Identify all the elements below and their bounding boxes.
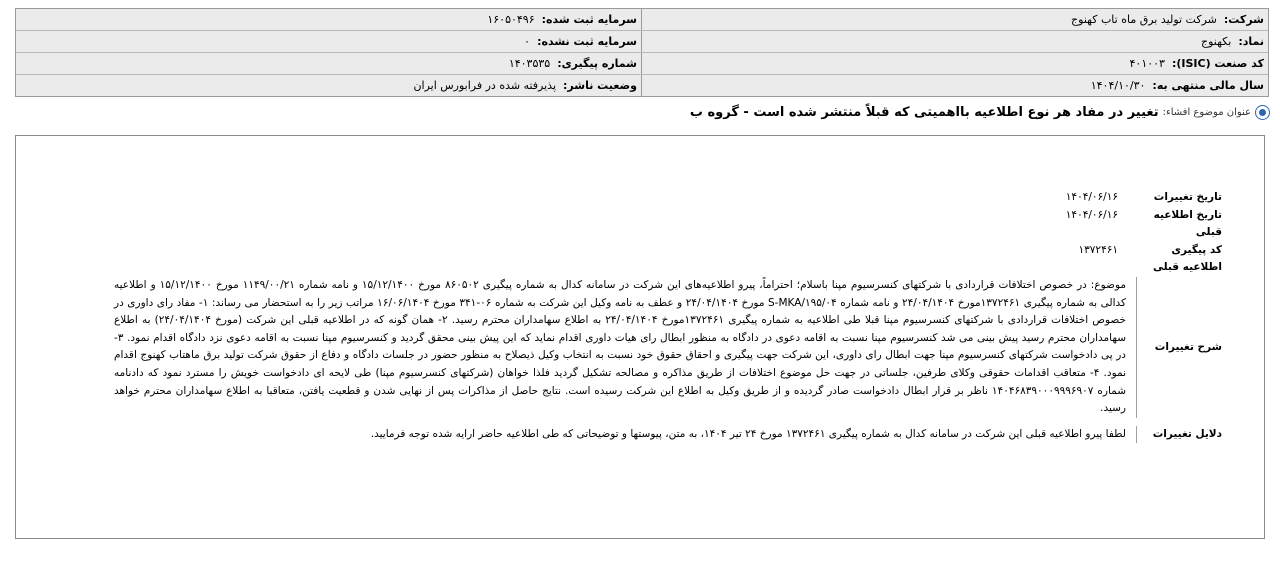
symbol-value: بکهنوج <box>1201 35 1232 48</box>
isic-value: ۴۰۱۰۰۳ <box>1129 57 1165 70</box>
announcement-panel <box>15 135 1265 539</box>
tracking-number-label: شماره پیگیری: <box>557 57 637 70</box>
unregistered-capital-cell <box>16 31 642 52</box>
header-row-3 <box>16 52 1268 74</box>
change-date-value: ۱۴۰۴/۰۶/۱۶ <box>1065 191 1118 203</box>
prev-date-row <box>114 207 1224 242</box>
registered-capital-label: سرمایه ثبت شده: <box>541 13 637 26</box>
description-label: شرح تغییرات <box>1136 277 1224 418</box>
isic-label: کد صنعت (ISIC): <box>1171 57 1264 70</box>
reasons-label: دلایل تغییرات <box>1136 426 1224 444</box>
prev-date-value: ۱۴۰۴/۰۶/۱۶ <box>1065 208 1118 221</box>
tracking-number-value: ۱۴۰۳۵۳۵ <box>508 57 551 70</box>
tracking-number-cell <box>16 53 642 74</box>
registered-capital-cell <box>16 9 642 30</box>
prev-date-label: تاریخ اطلاعیه قبلی <box>1153 208 1222 239</box>
prev-code-label: کد پیگیری اطلاعیه قبلی <box>1152 243 1222 274</box>
company-cell <box>642 9 1268 30</box>
change-date-label: تاریخ تغییرات <box>1153 191 1222 203</box>
announcement-details <box>114 189 1224 443</box>
isic-cell <box>642 53 1268 74</box>
disclosure-subject <box>690 105 1270 120</box>
header-row-1 <box>16 9 1268 30</box>
publisher-status-label: وضعیت ناشر: <box>563 79 637 92</box>
description-row <box>114 277 1224 418</box>
description-text: موضوع: در خصوص اختلافات قراردادی با شرکتهای کنسرسیوم مپنا باسلام؛ احتراماً، پیرو اطلاعیه‌های این شرکت در سامانه کدال به شماره پیگیری ۸۶۰۵۰۲ مورخ ۱۵/۱۲/۱۴۰۰ و نامه شماره ۱۱۴۹/۰۰/۲۱ مورخ ۱۵/۱۲/۱۴۰۰ و اطلاعیه کدالی به شماره پیگیری ۱۳۷۲۴۶۱مورخ ۲۴/۰۴/۱۴۰۴ و نامه شماره S-MKA/۱۹۵/۰۴ مورخ ۲۴/۰۴/۱۴۰۴ و عطف به نامه وکیل این شرکت به شماره ۰۶-۳۴۱ مورخ ۱۶/۰۶/۱۴۰۴ مراتب زیر را به استحضار می رساند: ۱- مفاد رای داوری در خصوص اختلافات قراردادی با شرکتهای کنسرسیوم مپنا قبلا طی اطلاعیه به شماره پیگیری ۱۳۷۲۴۶۱مورخ ۲۴/۰۴/۱۴۰۴ به اطلاع سهامداران محترم رسید. ۲- همان گونه که در اطلاعیه قبلی این شرکت (مورخ ۲۴/۰۴/۱۴۰۴) به اطلاع سهامداران محترم رسید پیش بینی می شد کنسرسیوم مپنا نسبت به اقامه دعوی در دادگاه به منظور ابطال رای هیات داوری اقدام نماید که این پیش بینی محقق گردید و کنسرسیوم مپنا نسبت به اقامه دعوی نزد دادگاه اقدام نمود. ۳- در پی دادخواست شرکتهای کنسرسیوم مپنا جهت ابطال رای داوری، این شرکت جهت پیگیری و احقاق حقوق خود نسبت به انتخاب وکیل ذیصلاح به منظور حضور در جلسات دادگاه و دفاع از حقوق شرکت تولید برق ماهتاب کهنوج اقدام نمود. ۴- متعاقب اقدامات حقوقی وکلای طرفین، جلساتی در جهت حل موضوع اختلافات از طریق مذاکره و مصالحه تشکیل گردید فلذا خواهان (شرکتهای کنسرسیوم مپنا) طی لایحه ای دادخواست خویش را مسترد نمود که دادنامه شماره ۱۴۰۴۶۸۳۹۰۰۰۹۹۹۶۹۰۷ ناظر بر قرار ابطال دادخواست صادر گردیده و از طریق وکیل به اطلاع این شرکت رسیده است. نتایج حاصل از مذاکرات پس از نهایی شدن و قطعیت یافتن، متعاقبا به اطلاع سهامداران محترم خواهد رسید. <box>114 278 1127 415</box>
header-row-4 <box>16 74 1268 96</box>
publisher-status-value: پذیرفته شده در فرابورس ایران <box>413 79 557 92</box>
subject-title: تغییر در مفاد هر نوع اطلاعیه بااهمیتی که قبلاً منتشر شده است - گروه ب <box>689 105 1159 120</box>
subject-label: عنوان موضوع افشاء: <box>1162 107 1251 118</box>
fiscal-year-value: ۱۴۰۴/۱۰/۳۰ <box>1090 79 1146 92</box>
symbol-cell <box>642 31 1268 52</box>
radio-bullet-icon <box>1255 105 1270 120</box>
publisher-status-cell <box>16 75 642 96</box>
reasons-row <box>114 426 1224 444</box>
change-date-row <box>114 189 1224 207</box>
fiscal-year-cell <box>642 75 1268 96</box>
reasons-text: لطفا پیرو اطلاعیه قبلی این شرکت در سامانه کدال به شماره پیگیری ۱۳۷۲۴۶۱ مورخ ۲۴ تیر ۱۴۰۴، به متن، پیوستها و توضیحاتی که طی اطلاعیه حاضر ارایه شده توجه فرمایید. <box>370 427 1126 440</box>
unregistered-capital-value: ۰ <box>524 35 531 48</box>
registered-capital-value: ۱۶۰۵۰۴۹۶ <box>487 13 535 26</box>
company-value: شرکت تولید برق ماه تاب کهنوج <box>1071 13 1217 26</box>
prev-code-value: ۱۳۷۲۴۶۱ <box>1078 243 1118 256</box>
company-label: شرکت: <box>1223 13 1264 26</box>
fiscal-year-label: سال مالی منتهی به: <box>1152 79 1264 92</box>
company-info-header <box>15 8 1269 97</box>
symbol-label: نماد: <box>1238 35 1264 48</box>
unregistered-capital-label: سرمایه ثبت نشده: <box>537 35 637 48</box>
header-row-2 <box>16 30 1268 52</box>
prev-code-row <box>114 242 1224 277</box>
